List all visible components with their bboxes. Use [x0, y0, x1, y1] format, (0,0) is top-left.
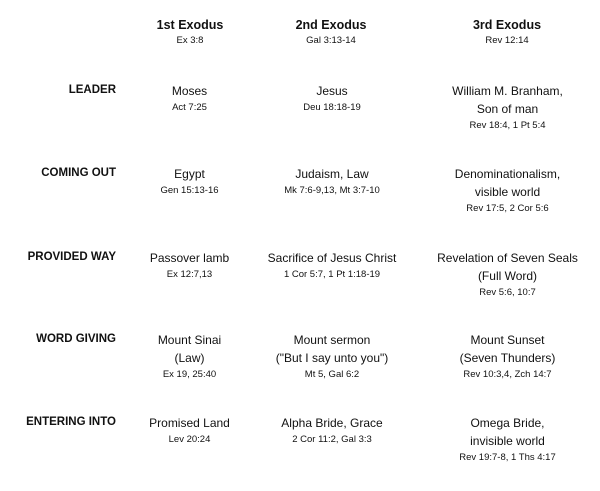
cell-text: Denominationalism, [454, 167, 561, 181]
cell-provided-way-2nd [243, 249, 421, 282]
cell-word-giving-2nd [243, 331, 421, 382]
row-label-leader: LEADER [68, 84, 116, 96]
cell-entering-into-3rd [420, 414, 595, 465]
column-title: 2nd Exodus [295, 18, 367, 32]
column-reference: Gal 3:13-14 [306, 35, 356, 46]
cell-reference: Rev 18:4, 1 Pt 5:4 [469, 120, 546, 131]
cell-reference: Mt 5, Gal 6:2 [304, 369, 360, 380]
cell-reference: 2 Cor 11:2, Gal 3:3 [292, 434, 372, 445]
cell-leader-2nd [243, 82, 421, 115]
cell-reference: Ex 12:7,13 [166, 269, 213, 280]
cell-text: ("But I say unto you") [275, 351, 389, 365]
cell-coming-out-3rd [420, 165, 595, 216]
row-label-word-giving: WORD GIVING [36, 333, 116, 345]
column-title: 3rd Exodus [472, 18, 542, 32]
cell-reference: Gen 15:13-16 [160, 185, 219, 196]
cell-reference: Mk 7:6-9,13, Mt 3:7-10 [284, 185, 380, 196]
cell-text: Jesus [316, 84, 348, 98]
cell-text: (Seven Thunders) [459, 351, 556, 365]
cell-word-giving-3rd [420, 331, 595, 382]
cell-reference: Rev 17:5, 2 Cor 5:6 [466, 203, 549, 214]
cell-reference: 1 Cor 5:7, 1 Pt 1:18-19 [283, 269, 381, 280]
cell-reference: Act 7:25 [172, 102, 207, 113]
cell-text: Mount sermon [293, 333, 371, 347]
cell-text: Judaism, Law [295, 167, 369, 181]
cell-leader-3rd [420, 82, 595, 133]
row-label-coming-out: COMING OUT [41, 167, 116, 179]
column-header-1st-exodus [110, 17, 270, 48]
cell-provided-way-3rd [420, 249, 595, 300]
cell-reference: Ex 19, 25:40 [162, 369, 217, 380]
cell-text: visible world [474, 185, 541, 199]
column-title: 1st Exodus [156, 18, 224, 32]
cell-text: Son of man [476, 102, 539, 116]
cell-reference: Rev 5:6, 10:7 [479, 287, 536, 298]
cell-coming-out-2nd [243, 165, 421, 198]
cell-text: (Law) [174, 351, 205, 365]
cell-text: Sacrifice of Jesus Christ [267, 251, 397, 265]
cell-text: Alpha Bride, Grace [281, 416, 383, 430]
cell-reference: Deu 18:18-19 [303, 102, 361, 113]
cell-text: Passover lamb [149, 251, 230, 265]
cell-reference: Rev 19:7-8, 1 Ths 4:17 [459, 452, 556, 463]
cell-text: Moses [171, 84, 208, 98]
column-reference: Rev 12:14 [485, 35, 529, 46]
cell-text: (Full Word) [477, 269, 538, 283]
cell-text: Revelation of Seven Seals [437, 251, 578, 265]
cell-text: Egypt [174, 167, 205, 181]
row-label-entering-into: ENTERING INTO [26, 416, 116, 428]
cell-text: William M. Branham, [452, 84, 563, 98]
cell-text: invisible world [470, 434, 545, 448]
column-header-3rd-exodus [427, 17, 587, 48]
cell-text: Mount Sinai [157, 333, 222, 347]
cell-reference: Rev 10:3,4, Zch 14:7 [463, 369, 552, 380]
row-label-provided-way: PROVIDED WAY [27, 251, 116, 263]
column-reference: Ex 3:8 [176, 35, 204, 46]
cell-reference: Lev 20:24 [168, 434, 211, 445]
cell-entering-into-2nd [243, 414, 421, 447]
cell-text: Promised Land [149, 416, 230, 430]
column-header-2nd-exodus [251, 17, 411, 48]
cell-text: Omega Bride, [470, 416, 545, 430]
cell-text: Mount Sunset [470, 333, 545, 347]
